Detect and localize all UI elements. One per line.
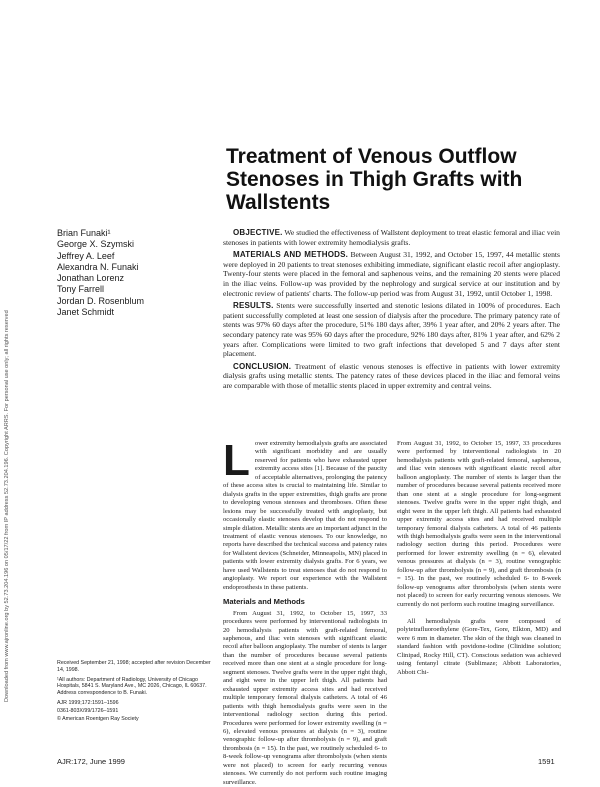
author-name: Alexandra N. Funaki — [57, 261, 139, 272]
results-text: Stents were successfully inserted and stenotic lesions dilated in 100% of procedures. Each patient successfully completed at least one session of dialysis after the procedure. The primary patency rate of stents was 97% 60 days after the procedure, 51% 180 days after, 39% 1 year after, and 20% 2 years after. The secondary patency rate was 95% 60 days after the procedure, 92% 180 days after, 81% 1 year after, and 62% 2 years after. Complications were limited to two graft infections that developed 5 and 7 days after stent placement. — [223, 301, 560, 359]
journal-footer: AJR:172, June 1999 — [57, 757, 125, 766]
journal-citation: AJR 1999;172:1591–1596 — [57, 699, 119, 706]
abstract-methods — [223, 250, 560, 298]
article-title: Treatment of Venous Outflow Stenoses in Thigh Grafts with Wallstents — [226, 145, 523, 214]
methods-paragraph-2 — [397, 618, 561, 677]
methods-paragraph-2-text: All hemodialysis grafts were composed of polytetrafluoroethylene (Gore-Tex, Gore, Elkton, MD) and were 6 mm in diameter. The skin of the thigh was cleaned in standard fashion with povidone-iodine (Clinidine solution; Clinipad, Rocky Hill, CT). Conscious sedation was achieved using fentanyl citrate (Sublimaze; Abbott Laboratories, Abbott Chi- — [397, 618, 561, 676]
download-watermark-sidebar — [0, 102, 12, 702]
methods-paragraph — [223, 609, 387, 786]
abstract-objective — [223, 228, 560, 247]
footnotes — [57, 660, 215, 725]
author-name: Jordan D. Rosenblum — [57, 295, 145, 306]
intro-paragraph — [223, 436, 387, 592]
methods-text: Between August 31, 1992, and October 15, 1997, 44 metallic stents were deployed in 20 patients to treat stenoses exhibiting immediate, significant elastic recoil after angioplasty. Twenty-four stents were placed in the femoral and saphenous veins, and the remaining 20 stents were placed in the iliac veins. Follow-up was provided by the nephrology and surgical service at our institution and by electronic review of patients' charts. The follow-up period was from August 31, 1992, until October 1, 1998. — [223, 250, 560, 298]
objective-heading: OBJECTIVE. — [233, 228, 283, 237]
results-heading: RESULTS. — [233, 301, 274, 311]
conclusion-text: Treatment of elastic venous stenoses is effective in patients with lower extremity dialysis grafts using metallic stents. The patency rates of these devices placed in the iliac and femoral veins are comparable with those of metallic stents placed in upper extremity and central veins. — [223, 361, 560, 390]
conclusion-heading: CONCLUSION. — [233, 361, 292, 371]
download-note: Downloaded from www.ajronline.org by 52.73.204.196 on 05/17/22 from IP address 52.73.204.196. Copyright ARRS. For personal use only; all rights reserved — [4, 310, 10, 702]
abstract — [223, 228, 560, 394]
received-note: Received September 21, 1998; accepted after revision December 14, 1998. — [57, 660, 211, 673]
author-name: Tony Farrell — [57, 284, 105, 295]
methods-heading: MATERIALS AND METHODS. — [233, 250, 349, 260]
methods-continued-text: From August 31, 1992, to October 15, 1997, 33 procedures were performed by interventional radiologists in 20 hemodialysis patients with graft-related femoral, saphenous, and iliac vein stenoses with significant elastic recoil after balloon angioplasty. The number of stents is larger than the number of procedures because several patients received more than one stent at a single procedure for long-segment stenoses. Twelve grafts were in the upper right thigh, and eight were in the upper left thigh. All patients had exhausted upper extremity access sites and had received multiple temporary femoral dialysis catheters. A total of 46 patients with thigh hemodialysis grafts were seen in the interventional radiology section during this period. Procedures were performed for lower extremity swelling (n = 6), elevated venous pressures at dialysis (n = 3), routine venographic follow-up after thrombolysis (n = 9), and graft thrombosis (n = 15). In the past, we routinely scheduled 6- to 8-week follow-up venograms after thrombolysis (when stents were not placed) to screen for early recurring venous stenoses. We currently do not perform such routine imaging surveillance. — [397, 440, 561, 608]
body-column-left — [223, 436, 387, 786]
abstract-conclusion — [223, 362, 560, 391]
author-name: Jeffrey A. Leef — [57, 250, 115, 261]
intro-text: ower extremity hemodialysis grafts are associated with significant morbidity and are usually reserved for patients who have exhausted upper extremity access sites [1]. Because of the paucity of acceptable alternatives, prolonging the patency of these access sites is crucial to maintaining life. Similar to dialysis grafts in the upper extremities, thigh grafts are prone to developing venous stenoses and thromboses. Often these lesions may be successfully treated with angioplasty, but occasionally elastic stenoses develop that do not respond to simple dilation. Metallic stents are an important adjunct in the treatment of elastic venous stenoses. To our knowledge, no reports have described the technical success and patency rates for Wallstent devices (Schneider, Minneapolis, MN) placed in patients with lower extremity dialysis grafts. For 6 years, we have used Wallstents to treat stenoses that do not respond to angioplasty. We report our experience with the Wallstent endoprosthesis in these patients. — [223, 440, 387, 591]
author-name: George X. Szymski — [57, 239, 135, 250]
issn-note: 0361-803X/99/1726–1591 — [57, 707, 119, 714]
affiliation-note: ¹All authors: Department of Radiology, University of Chicago Hospitals, 5841 S. Maryland Ave., MC 2026, Chicago, IL 60637. Address correspondence to B. Funaki. — [57, 676, 207, 697]
abstract-results — [223, 301, 560, 359]
author-name: Brian Funaki¹ — [57, 228, 111, 238]
drop-cap: L — [223, 436, 250, 485]
author-name: Janet Schmidt — [57, 307, 115, 318]
methods-paragraph-text: From August 31, 1992, to October 15, 1997, 33 procedures were performed by interventional radiologists in 20 hemodialysis patients with graft-related femoral, saphenous, and iliac vein stenoses with significant elastic recoil after balloon angioplasty. The number of stents is larger than the number of procedures because several patients received more than one stent at a single procedure for long-segment stenoses. Twelve grafts were in the upper right thigh, and eight were in the upper left thigh. All patients had exhausted upper extremity access sites and had received multiple temporary femoral dialysis catheters. A total of 46 patients with thigh hemodialysis grafts were seen in the interventional radiology section during this period. Procedures were performed for lower extremity swelling (n = 6), elevated venous pressures at dialysis (n = 3), routine venographic follow-up after thrombolysis (n = 9), and graft thrombosis (n = 15). In the past, we routinely scheduled 6- to 8-week follow-up venograms after thrombolysis (when stents were not placed) to screen for early recurring venous stenoses. We currently do not perform such routine imaging surveillance. — [223, 609, 387, 786]
author-name: Jonathan Lorenz — [57, 273, 125, 284]
body-column-right — [397, 440, 561, 677]
objective-text: We studied the effectiveness of Wallstent deployment to treat elastic femoral and iliac vein stenoses in patients with lower extremity hemodialysis grafts. — [223, 228, 560, 247]
methods-section-heading: Materials and Methods — [223, 597, 305, 607]
copyright-note: © American Roentgen Ray Society — [57, 715, 139, 722]
methods-continued — [397, 440, 561, 618]
author-list — [57, 228, 217, 318]
citation-note — [57, 700, 215, 707]
page-number: 1591 — [538, 757, 555, 766]
